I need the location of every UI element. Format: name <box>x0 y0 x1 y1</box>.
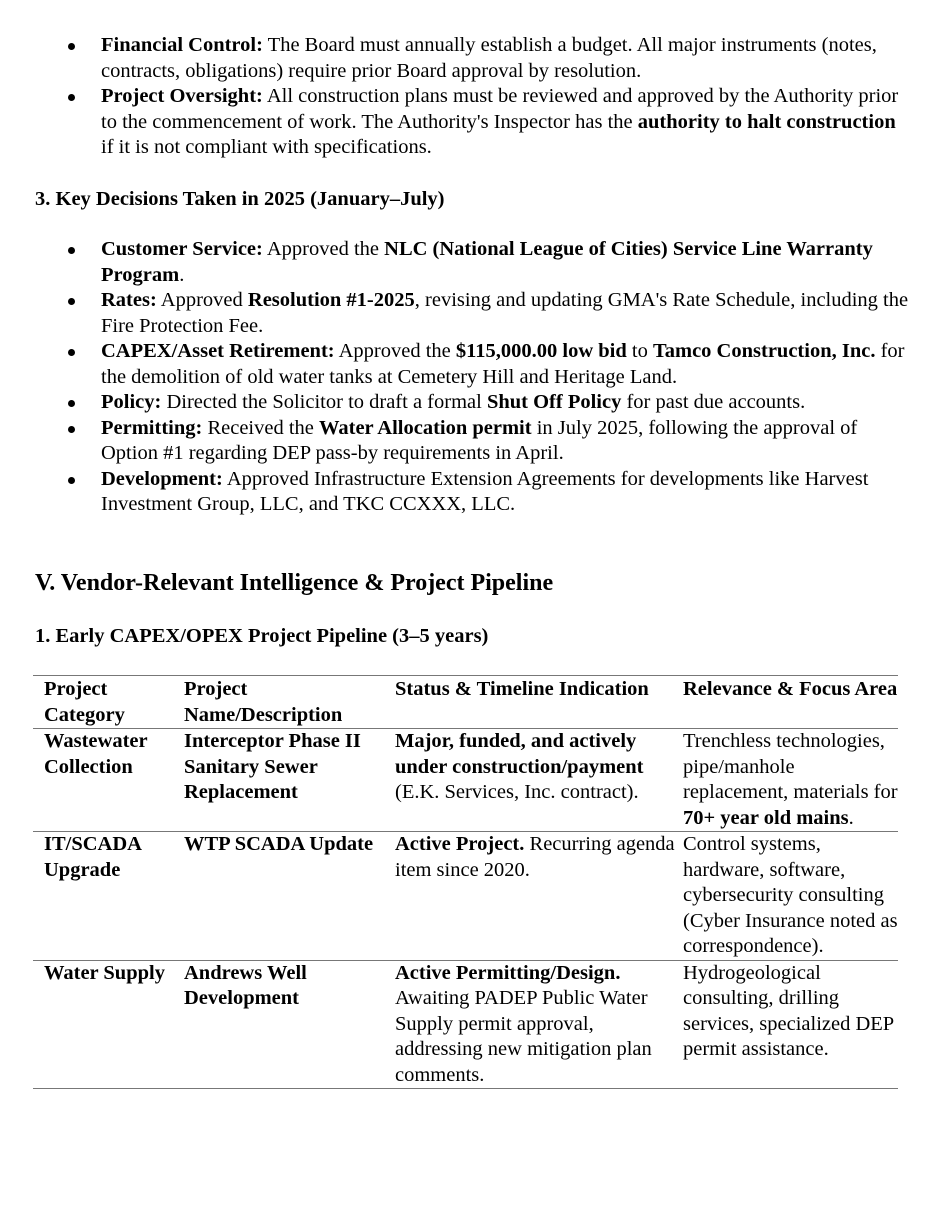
status-cell <box>395 729 683 832</box>
relevance-cell <box>683 960 898 1089</box>
bullet-label: CAPEX/Asset Retirement: <box>101 340 335 362</box>
list-item <box>101 288 911 339</box>
governance-bullet-list <box>101 33 911 161</box>
bullet-label: Development: <box>101 467 223 490</box>
column-header: Status & Timeline Indication <box>395 678 649 700</box>
bullet-emphasis: Water Allocation permit <box>319 416 532 439</box>
bullet-emphasis: Shut Off Policy <box>486 391 622 413</box>
bullet-emphasis: Tamco Construction, Inc. <box>652 340 876 362</box>
key-decisions-list <box>101 237 911 518</box>
column-header: Project Category <box>44 678 125 726</box>
bullet-text: in July 2025, following the approval of Option #1 regarding DEP pass-by requirements in April. <box>101 416 858 464</box>
list-item <box>101 390 911 416</box>
project-category-cell: Wastewater Collection <box>44 730 148 778</box>
project-pipeline-table <box>33 675 898 1089</box>
table-row <box>33 729 898 832</box>
bullet-text: Directed the Solicitor to draft a formal <box>161 391 487 413</box>
key-decisions-heading: 3. Key Decisions Taken in 2025 (January–July) <box>35 188 445 210</box>
relevance-text: Hydrogeological consulting, drilling services, specialized DEP permit assistance. <box>683 961 894 1060</box>
status-cell <box>395 832 683 961</box>
bullet-text: . <box>179 263 185 286</box>
list-item <box>101 416 911 467</box>
bullet-text: All construction plans must be reviewed and approved by the Authority prior to the commencement of work. The Authority's Inspector has the <box>101 85 899 133</box>
bullet-label: Rates: <box>101 289 157 311</box>
bullet-text: , revising and updating GMA's Rate Schedule, including the Fire Protection Fee. <box>101 289 909 337</box>
bullet-text: Approved the <box>262 238 385 260</box>
bullet-text: Approved Infrastructure Extension Agreements for developments like Harvest Investment Group, LLC, and TKC CCXXX, LLC. <box>101 467 869 515</box>
project-category-cell: IT/SCADA Upgrade <box>44 833 141 881</box>
relevance-cell <box>683 832 898 961</box>
project-category-cell: Water Supply <box>44 961 165 984</box>
project-name-cell: Interceptor Phase II Sanitary Sewer Replacement <box>184 730 361 803</box>
status-text: (E.K. Services, Inc. contract). <box>395 781 639 803</box>
bullet-text: for the demolition of old water tanks at Cemetery Hill and Heritage Land. <box>101 340 905 388</box>
bullet-text: for past due accounts. <box>621 391 806 413</box>
column-header: Relevance & Focus Area <box>683 678 898 700</box>
relevance-emphasis: 70+ year old mains <box>683 806 849 829</box>
bullet-label: Financial Control: <box>101 34 263 56</box>
relevance-cell <box>683 729 898 832</box>
table-header-row <box>33 676 898 729</box>
list-item <box>101 33 911 84</box>
relevance-text-end: . <box>848 806 854 829</box>
status-emphasis: Major, funded, and actively under construction/payment <box>395 730 644 778</box>
table-row <box>33 960 898 1089</box>
bullet-text: Approved <box>156 289 248 311</box>
list-item <box>101 467 911 518</box>
bullet-label: Customer Service: <box>101 238 263 260</box>
project-name-cell: WTP SCADA Update <box>184 833 374 855</box>
list-item <box>101 339 911 390</box>
bullet-label: Project Oversight: <box>101 85 263 107</box>
bullet-label: Policy: <box>101 391 162 413</box>
bullet-label: Permitting: <box>101 416 203 439</box>
bullet-emphasis: NLC (National League of Cities) Service Line Warranty Program <box>101 238 873 286</box>
status-cell <box>395 960 683 1089</box>
bullet-text: to <box>626 340 653 362</box>
column-header: Project Name/Description <box>184 678 343 726</box>
status-emphasis: Active Permitting/Design. <box>395 961 621 984</box>
list-item <box>101 84 911 161</box>
status-emphasis: Active Project. <box>395 833 525 855</box>
bullet-text: Received the <box>202 416 320 439</box>
status-text: Awaiting PADEP Public Water Supply permit approval, addressing new mitigation plan comments. <box>395 987 652 1086</box>
section-v-heading: V. Vendor-Relevant Intelligence & Project Pipeline <box>35 570 554 596</box>
bullet-emphasis: Resolution #1-2025 <box>247 289 415 311</box>
bullet-text: if it is not compliant with specifications. <box>101 136 432 158</box>
relevance-text: Trenchless technologies, pipe/manhole replacement, materials for <box>683 730 898 803</box>
bullet-emphasis: $115,000.00 low bid <box>455 340 627 362</box>
bullet-emphasis: authority to halt construction <box>637 110 896 133</box>
pipeline-subheading: 1. Early CAPEX/OPEX Project Pipeline (3–5 years) <box>35 625 489 647</box>
bullet-text: The Board must annually establish a budget. All major instruments (notes, contracts, obligations) require prior Board approval by resolution. <box>101 34 877 82</box>
table-row <box>33 832 898 961</box>
list-item <box>101 237 911 288</box>
status-text: Recurring agenda item since 2020. <box>395 833 675 881</box>
bullet-text: Approved the <box>334 340 456 362</box>
relevance-text: Control systems, hardware, software, cybersecurity consulting (Cyber Insurance noted as correspondence). <box>683 833 898 957</box>
project-name-cell: Andrews Well Development <box>184 961 307 1009</box>
